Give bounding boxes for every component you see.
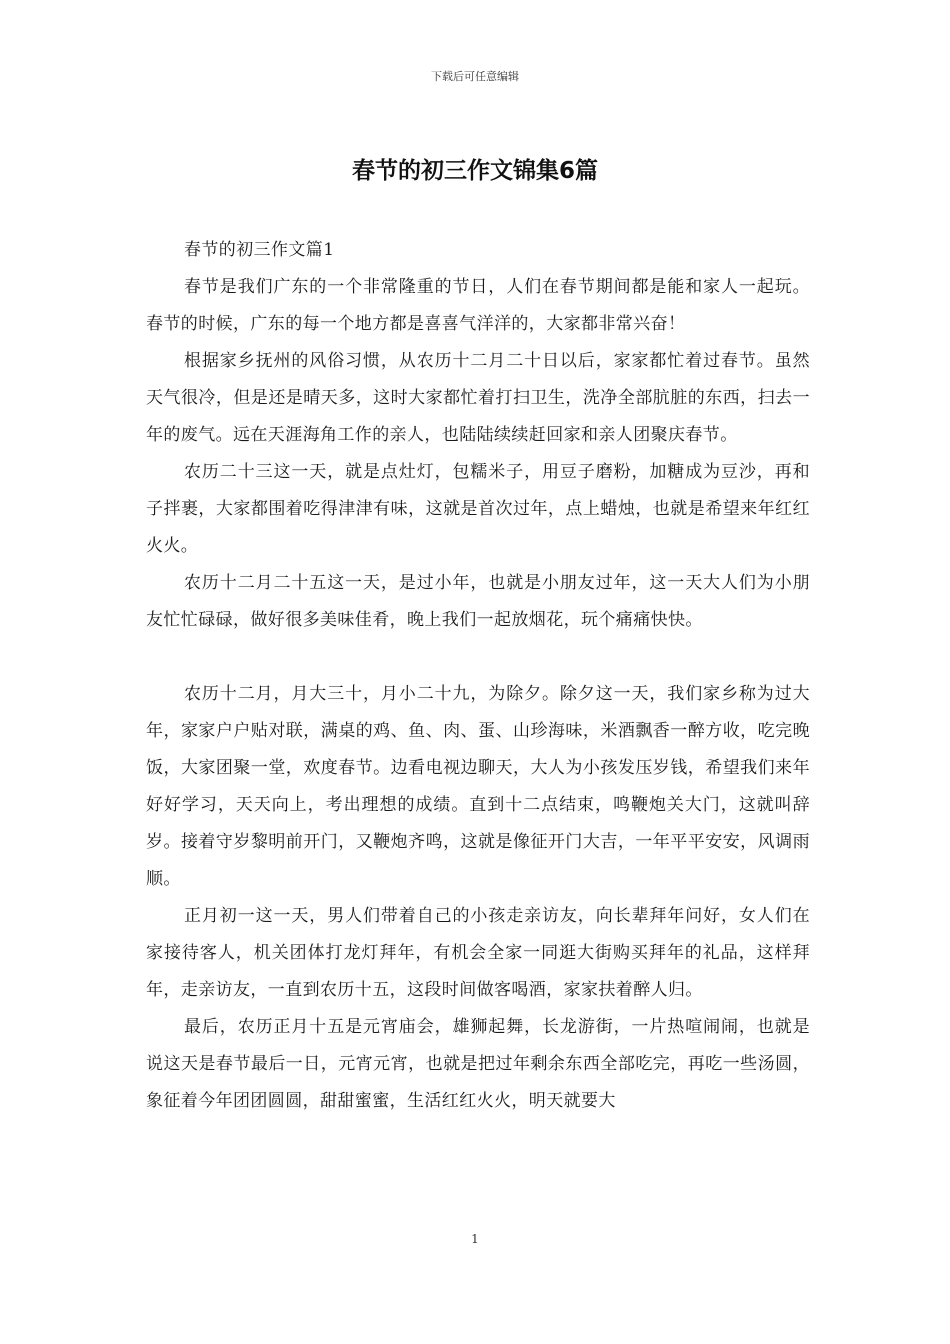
paragraph: 春节是我们广东的一个非常隆重的节日，人们在春节期间都是能和家人一起玩。春节的时候，广东的每一个地方都是喜喜气洋洋的，大家都非常兴奋！ — [146, 277, 810, 334]
document-body — [146, 232, 810, 1120]
paragraph: 农历十二月二十五这一天，是过小年，也就是小朋友过年，这一天大人们为小朋友忙忙碌碌，做好很多美味佳肴，晚上我们一起放烟花，玩个痛痛快快。 — [146, 573, 810, 630]
paragraph: 根据家乡抚州的风俗习惯，从农历十二月二十日以后，家家都忙着过春节。虽然天气很冷，但是还是晴天多，这时大家都忙着打扫卫生，洗净全部肮脏的东西，扫去一年的废气。远在天涯海角工作的亲人，也陆陆续续赶回家和亲人团聚庆春节。 — [146, 351, 810, 445]
paragraph: 农历二十三这一天，就是点灶灯，包糯米子，用豆子磨粉，加糖成为豆沙，再和子拌裹，大家都围着吃得津津有味，这就是首次过年，点上蜡烛，也就是希望来年红红火火。 — [146, 462, 810, 556]
section-heading: 春节的初三作文篇1 — [184, 240, 335, 260]
paragraph: 最后，农历正月十五是元宵庙会，雄狮起舞，长龙游街，一片热喧闹闹，也就是说这天是春节最后一日，元宵元宵，也就是把过年剩余东西全部吃完，再吃一些汤圆，象征着今年团团圆圆，甜甜蜜蜜，生活红红火火，明天就要大 — [146, 1017, 810, 1111]
paragraph: 正月初一这一天，男人们带着自己的小孩走亲访友，向长辈拜年问好，女人们在家接待客人，机关团体打龙灯拜年，有机会全家一同逛大街购买拜年的礼品，这样拜年，走亲访友，一直到农历十五，这段时间做客喝酒，家家扶着醉人归。 — [146, 906, 810, 1000]
document-title: 春节的初三作文锦集6篇 — [351, 158, 598, 184]
paragraph: 农历十二月，月大三十，月小二十九，为除夕。除夕这一天，我们家乡称为过大年，家家户户贴对联，满桌的鸡、鱼、肉、蛋、山珍海味，米酒飘香一醉方收，吃完晚饭，大家团聚一堂，欢度春节。边看电视边聊天，大人为小孩发压岁钱，希望我们来年好好学习，天天向上，考出理想的成绩。直到十二点结束，鸣鞭炮关大门，这就叫辞岁。接着守岁黎明前开门，又鞭炮齐鸣，这就是像征开门大吉，一年平平安安，风调雨顺。 — [146, 684, 810, 889]
header-note: 下载后可任意编辑 — [431, 70, 519, 83]
page-number: 1 — [471, 1232, 479, 1246]
